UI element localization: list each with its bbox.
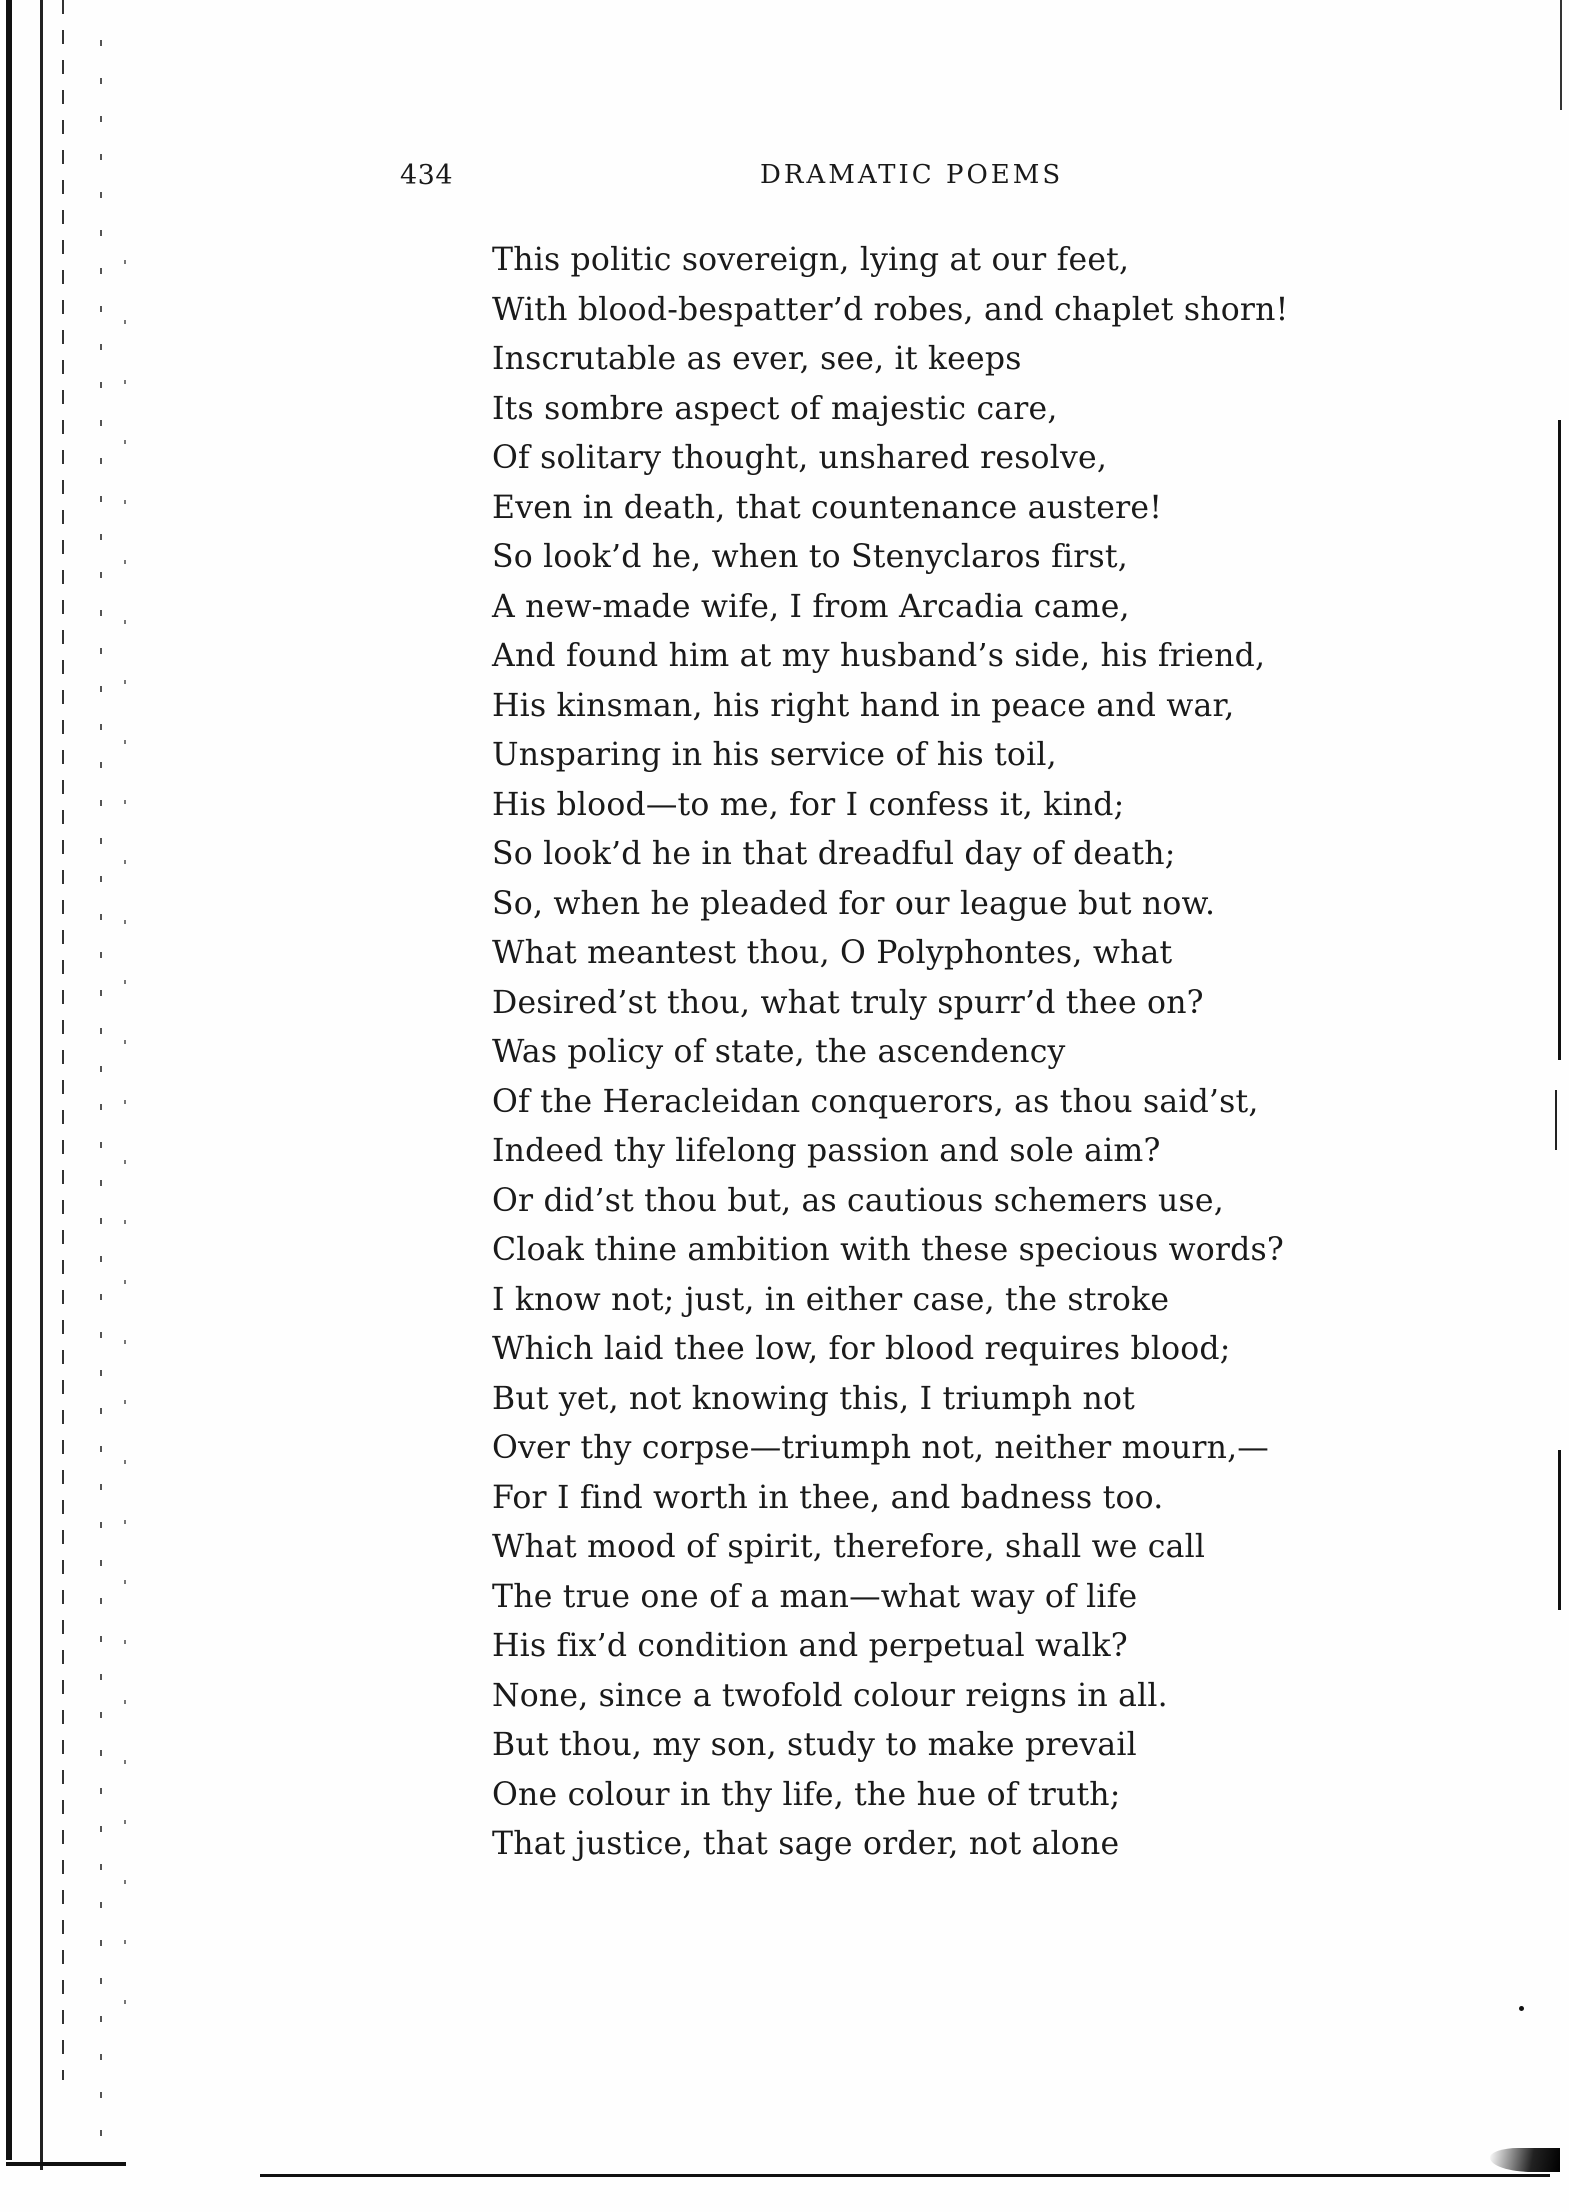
- poem-line: Indeed thy lifelong passion and sole aim?: [492, 1133, 1161, 1169]
- poem-line: What meantest thou, O Polyphontes, what: [492, 935, 1173, 971]
- speck: [1519, 2006, 1524, 2011]
- gutter-noise: [124, 260, 126, 2060]
- page-header: [400, 160, 1210, 200]
- poem-line: What mood of spirit, therefore, shall we call: [492, 1529, 1206, 1565]
- poem-line: So look’d he, when to Stenyclaros first,: [492, 539, 1128, 575]
- corner-smudge: [1490, 2148, 1560, 2172]
- poem-line: Unsparing in his service of his toil,: [492, 737, 1057, 773]
- binding-shadow: [6, 0, 12, 2160]
- poem-line: Which laid thee low, for blood requires blood;: [492, 1331, 1231, 1367]
- poem-line: Its sombre aspect of majestic care,: [492, 390, 1058, 427]
- page-number: 434: [400, 160, 454, 191]
- poem-line: But thou, my son, study to make prevail: [492, 1727, 1137, 1763]
- poem-line: Over thy corpse—triumph not, neither mourn,—: [492, 1430, 1270, 1466]
- poem-line: And found him at my husband’s side, his friend,: [492, 638, 1266, 674]
- right-edge-mark: [1558, 1450, 1561, 1610]
- poem-line: One colour in thy life, the hue of truth;: [492, 1776, 1121, 1813]
- right-edge-mark: [1560, 0, 1562, 110]
- bottom-edge-line: [260, 2174, 1550, 2177]
- gutter-noise: [62, 0, 64, 2080]
- poem-line: Or did’st thou but, as cautious schemers use,: [492, 1182, 1224, 1219]
- poem-line: So, when he pleaded for our league but now.: [492, 885, 1216, 922]
- poem-line: This politic sovereign, lying at our feet,: [492, 242, 1130, 278]
- poem-line: A new-made wife, I from Arcadia came,: [492, 588, 1130, 625]
- poem-body: [492, 236, 1502, 1870]
- poem-line: Of the Heracleidan conquerors, as thou said’st,: [492, 1083, 1259, 1120]
- poem-line: His fix’d condition and perpetual walk?: [492, 1628, 1128, 1664]
- right-edge-mark: [1558, 420, 1561, 1060]
- poem-line: But yet, not knowing this, I triumph not: [492, 1380, 1135, 1417]
- poem-line: His kinsman, his right hand in peace and war,: [492, 687, 1235, 724]
- poem-line: That justice, that sage order, not alone: [492, 1826, 1120, 1862]
- bottom-edge-mark: [6, 2162, 126, 2166]
- poem-line: Desired’st thou, what truly spurr’d thee on?: [492, 984, 1204, 1021]
- right-edge-mark: [1555, 1090, 1557, 1150]
- poem-line: For I find worth in thee, and badness too.: [492, 1479, 1164, 1516]
- poem-line: The true one of a man—what way of life: [492, 1578, 1138, 1615]
- poem-line: So look’d he in that dreadful day of death;: [492, 836, 1176, 872]
- running-head: DRAMATIC POEMS: [760, 160, 1064, 190]
- poem-line: Inscrutable as ever, see, it keeps: [492, 341, 1022, 377]
- poem-line: I know not; just, in either case, the stroke: [492, 1281, 1170, 1318]
- poem-line: Was policy of state, the ascendency: [492, 1034, 1066, 1070]
- poem-line: Even in death, that countenance austere!: [492, 489, 1163, 526]
- gutter-noise: [100, 40, 102, 2140]
- poem-line: His blood—to me, for I confess it, kind;: [492, 786, 1125, 823]
- poem-line: Of solitary thought, unshared resolve,: [492, 440, 1108, 476]
- binding-edge-line: [40, 0, 43, 2170]
- poem-line: Cloak thine ambition with these specious words?: [492, 1232, 1284, 1268]
- poem-line: None, since a twofold colour reigns in all.: [492, 1677, 1168, 1714]
- poem-line: With blood-bespatter’d robes, and chaplet shorn!: [492, 291, 1289, 328]
